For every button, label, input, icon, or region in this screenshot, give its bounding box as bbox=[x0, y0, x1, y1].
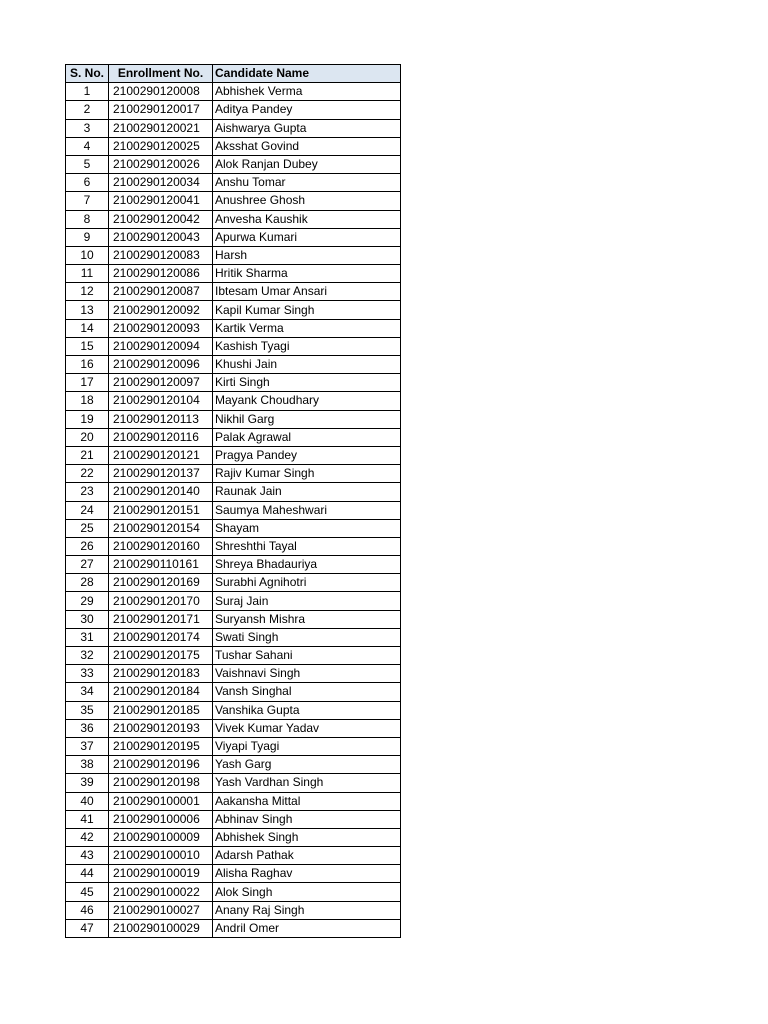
enrollment-number-cell: 2100290100019 bbox=[109, 865, 213, 883]
enrollment-number-cell: 2100290120092 bbox=[109, 301, 213, 319]
candidate-name-cell: Kapil Kumar Singh bbox=[213, 301, 401, 319]
enrollment-number-cell: 2100290120195 bbox=[109, 737, 213, 755]
enrollment-number-cell: 2100290120042 bbox=[109, 210, 213, 228]
enrollment-number-cell: 2100290120008 bbox=[109, 83, 213, 101]
serial-number-cell: 35 bbox=[66, 701, 109, 719]
candidate-name-cell: Vivek Kumar Yadav bbox=[213, 719, 401, 737]
candidate-name-cell: Anushree Ghosh bbox=[213, 192, 401, 210]
table-row bbox=[66, 174, 401, 192]
table-row bbox=[66, 647, 401, 665]
candidate-name-cell: Khushi Jain bbox=[213, 356, 401, 374]
candidate-name-cell: Viyapi Tyagi bbox=[213, 737, 401, 755]
candidate-name-cell: Shreshthi Tayal bbox=[213, 537, 401, 555]
table-row bbox=[66, 265, 401, 283]
candidate-name-cell: Saumya Maheshwari bbox=[213, 501, 401, 519]
serial-number-cell: 19 bbox=[66, 410, 109, 428]
table-row bbox=[66, 501, 401, 519]
enrollment-number-cell: 2100290120170 bbox=[109, 592, 213, 610]
serial-number-cell: 34 bbox=[66, 683, 109, 701]
serial-number-cell: 5 bbox=[66, 155, 109, 173]
serial-number-cell: 42 bbox=[66, 828, 109, 846]
candidate-name-cell: Alok Singh bbox=[213, 883, 401, 901]
table-row bbox=[66, 519, 401, 537]
serial-number-cell: 26 bbox=[66, 537, 109, 555]
candidate-name-cell: Aksshat Govind bbox=[213, 137, 401, 155]
table-row bbox=[66, 301, 401, 319]
candidate-name-cell: Abhinav Singh bbox=[213, 810, 401, 828]
enrollment-number-cell: 2100290120043 bbox=[109, 228, 213, 246]
serial-number-cell: 27 bbox=[66, 556, 109, 574]
table-row bbox=[66, 446, 401, 464]
serial-number-cell: 10 bbox=[66, 246, 109, 264]
candidate-name-cell: Apurwa Kumari bbox=[213, 228, 401, 246]
candidate-name-cell: Vansh Singhal bbox=[213, 683, 401, 701]
enrollment-number-cell: 2100290120151 bbox=[109, 501, 213, 519]
enrollment-number-cell: 2100290100006 bbox=[109, 810, 213, 828]
candidate-name-cell: Vaishnavi Singh bbox=[213, 665, 401, 683]
serial-number-cell: 16 bbox=[66, 356, 109, 374]
serial-number-cell: 44 bbox=[66, 865, 109, 883]
candidate-name-cell: Kartik Verma bbox=[213, 319, 401, 337]
enrollment-number-cell: 2100290120121 bbox=[109, 446, 213, 464]
serial-number-cell: 7 bbox=[66, 192, 109, 210]
serial-number-cell: 31 bbox=[66, 628, 109, 646]
candidate-name-cell: Abhishek Singh bbox=[213, 828, 401, 846]
serial-number-cell: 6 bbox=[66, 174, 109, 192]
candidate-name-cell: Anshu Tomar bbox=[213, 174, 401, 192]
table-row bbox=[66, 537, 401, 555]
candidate-name-cell: Aditya Pandey bbox=[213, 101, 401, 119]
enrollment-number-cell: 2100290120026 bbox=[109, 155, 213, 173]
candidate-name-cell: Pragya Pandey bbox=[213, 446, 401, 464]
table-row bbox=[66, 810, 401, 828]
enrollment-number-cell: 2100290120140 bbox=[109, 483, 213, 501]
enrollment-number-cell: 2100290120169 bbox=[109, 574, 213, 592]
candidate-name-cell: Aakansha Mittal bbox=[213, 792, 401, 810]
header-row bbox=[66, 65, 401, 83]
table-row bbox=[66, 228, 401, 246]
table-row bbox=[66, 410, 401, 428]
candidate-name-cell: Suraj Jain bbox=[213, 592, 401, 610]
serial-number-cell: 24 bbox=[66, 501, 109, 519]
enrollment-number-cell: 2100290120025 bbox=[109, 137, 213, 155]
serial-number-cell: 23 bbox=[66, 483, 109, 501]
enrollment-number-cell: 2100290100029 bbox=[109, 919, 213, 937]
serial-number-cell: 36 bbox=[66, 719, 109, 737]
serial-number-cell: 9 bbox=[66, 228, 109, 246]
candidate-name-cell: Aishwarya Gupta bbox=[213, 119, 401, 137]
table-row bbox=[66, 83, 401, 101]
table-row bbox=[66, 556, 401, 574]
table-row bbox=[66, 592, 401, 610]
table-row bbox=[66, 192, 401, 210]
table-row bbox=[66, 737, 401, 755]
table-row bbox=[66, 574, 401, 592]
table-body bbox=[66, 83, 401, 938]
enrollment-number-cell: 2100290100009 bbox=[109, 828, 213, 846]
enrollment-number-cell: 2100290120034 bbox=[109, 174, 213, 192]
enrollment-number-cell: 2100290120184 bbox=[109, 683, 213, 701]
enrollment-number-cell: 2100290120094 bbox=[109, 337, 213, 355]
table-row bbox=[66, 701, 401, 719]
enrollment-number-cell: 2100290120175 bbox=[109, 647, 213, 665]
table-row bbox=[66, 901, 401, 919]
enrollment-number-cell: 2100290120185 bbox=[109, 701, 213, 719]
candidate-name-cell: Suryansh Mishra bbox=[213, 610, 401, 628]
table-row bbox=[66, 610, 401, 628]
table-row bbox=[66, 319, 401, 337]
candidate-name-cell: Swati Singh bbox=[213, 628, 401, 646]
table-row bbox=[66, 374, 401, 392]
enrollment-number-cell: 2100290120041 bbox=[109, 192, 213, 210]
serial-number-cell: 41 bbox=[66, 810, 109, 828]
header-enrollment-number: Enrollment No. bbox=[109, 65, 213, 83]
enrollment-number-cell: 2100290120193 bbox=[109, 719, 213, 737]
table-row bbox=[66, 428, 401, 446]
enrollment-number-cell: 2100290120097 bbox=[109, 374, 213, 392]
serial-number-cell: 32 bbox=[66, 647, 109, 665]
serial-number-cell: 3 bbox=[66, 119, 109, 137]
candidate-table bbox=[65, 64, 401, 938]
enrollment-number-cell: 2100290120086 bbox=[109, 265, 213, 283]
table-row bbox=[66, 137, 401, 155]
candidate-name-cell: Andril Omer bbox=[213, 919, 401, 937]
table-row bbox=[66, 847, 401, 865]
candidate-name-cell: Palak Agrawal bbox=[213, 428, 401, 446]
table-row bbox=[66, 465, 401, 483]
candidate-name-cell: Ibtesam Umar Ansari bbox=[213, 283, 401, 301]
candidate-name-cell: Yash Vardhan Singh bbox=[213, 774, 401, 792]
table-row bbox=[66, 337, 401, 355]
candidate-name-cell: Alisha Raghav bbox=[213, 865, 401, 883]
enrollment-number-cell: 2100290120021 bbox=[109, 119, 213, 137]
serial-number-cell: 30 bbox=[66, 610, 109, 628]
candidate-name-cell: Shreya Bhadauriya bbox=[213, 556, 401, 574]
candidate-name-cell: Tushar Sahani bbox=[213, 647, 401, 665]
enrollment-number-cell: 2100290120137 bbox=[109, 465, 213, 483]
serial-number-cell: 14 bbox=[66, 319, 109, 337]
serial-number-cell: 47 bbox=[66, 919, 109, 937]
table-row bbox=[66, 628, 401, 646]
serial-number-cell: 29 bbox=[66, 592, 109, 610]
table-row bbox=[66, 283, 401, 301]
candidate-name-cell: Surabhi Agnihotri bbox=[213, 574, 401, 592]
table-row bbox=[66, 774, 401, 792]
serial-number-cell: 4 bbox=[66, 137, 109, 155]
table-row bbox=[66, 356, 401, 374]
candidate-name-cell: Anvesha Kaushik bbox=[213, 210, 401, 228]
candidate-name-cell: Anany Raj Singh bbox=[213, 901, 401, 919]
serial-number-cell: 2 bbox=[66, 101, 109, 119]
table-row bbox=[66, 665, 401, 683]
candidate-list-sheet bbox=[65, 64, 401, 938]
candidate-name-cell: Hritik Sharma bbox=[213, 265, 401, 283]
serial-number-cell: 43 bbox=[66, 847, 109, 865]
table-row bbox=[66, 101, 401, 119]
candidate-name-cell: Abhishek Verma bbox=[213, 83, 401, 101]
table-row bbox=[66, 246, 401, 264]
table-header bbox=[66, 65, 401, 83]
enrollment-number-cell: 2100290120083 bbox=[109, 246, 213, 264]
candidate-name-cell: Kashish Tyagi bbox=[213, 337, 401, 355]
candidate-name-cell: Vanshika Gupta bbox=[213, 701, 401, 719]
table-row bbox=[66, 210, 401, 228]
serial-number-cell: 33 bbox=[66, 665, 109, 683]
serial-number-cell: 12 bbox=[66, 283, 109, 301]
serial-number-cell: 46 bbox=[66, 901, 109, 919]
serial-number-cell: 37 bbox=[66, 737, 109, 755]
table-row bbox=[66, 719, 401, 737]
serial-number-cell: 39 bbox=[66, 774, 109, 792]
table-row bbox=[66, 865, 401, 883]
serial-number-cell: 22 bbox=[66, 465, 109, 483]
enrollment-number-cell: 2100290100022 bbox=[109, 883, 213, 901]
table-row bbox=[66, 756, 401, 774]
serial-number-cell: 45 bbox=[66, 883, 109, 901]
serial-number-cell: 17 bbox=[66, 374, 109, 392]
table-row bbox=[66, 883, 401, 901]
candidate-name-cell: Raunak Jain bbox=[213, 483, 401, 501]
enrollment-number-cell: 2100290120113 bbox=[109, 410, 213, 428]
serial-number-cell: 8 bbox=[66, 210, 109, 228]
table-row bbox=[66, 119, 401, 137]
table-row bbox=[66, 483, 401, 501]
table-row bbox=[66, 392, 401, 410]
table-row bbox=[66, 919, 401, 937]
candidate-name-cell: Yash Garg bbox=[213, 756, 401, 774]
enrollment-number-cell: 2100290120104 bbox=[109, 392, 213, 410]
enrollment-number-cell: 2100290100001 bbox=[109, 792, 213, 810]
serial-number-cell: 11 bbox=[66, 265, 109, 283]
enrollment-number-cell: 2100290110161 bbox=[109, 556, 213, 574]
table-row bbox=[66, 155, 401, 173]
serial-number-cell: 25 bbox=[66, 519, 109, 537]
header-serial-number: S. No. bbox=[66, 65, 109, 83]
serial-number-cell: 38 bbox=[66, 756, 109, 774]
candidate-name-cell: Harsh bbox=[213, 246, 401, 264]
serial-number-cell: 28 bbox=[66, 574, 109, 592]
serial-number-cell: 40 bbox=[66, 792, 109, 810]
table-row bbox=[66, 792, 401, 810]
header-candidate-name: Candidate Name bbox=[213, 65, 401, 83]
serial-number-cell: 1 bbox=[66, 83, 109, 101]
enrollment-number-cell: 2100290120196 bbox=[109, 756, 213, 774]
candidate-name-cell: Kirti Singh bbox=[213, 374, 401, 392]
enrollment-number-cell: 2100290120160 bbox=[109, 537, 213, 555]
enrollment-number-cell: 2100290120198 bbox=[109, 774, 213, 792]
candidate-name-cell: Shayam bbox=[213, 519, 401, 537]
candidate-name-cell: Mayank Choudhary bbox=[213, 392, 401, 410]
enrollment-number-cell: 2100290120096 bbox=[109, 356, 213, 374]
serial-number-cell: 13 bbox=[66, 301, 109, 319]
serial-number-cell: 15 bbox=[66, 337, 109, 355]
enrollment-number-cell: 2100290100010 bbox=[109, 847, 213, 865]
enrollment-number-cell: 2100290120116 bbox=[109, 428, 213, 446]
serial-number-cell: 18 bbox=[66, 392, 109, 410]
enrollment-number-cell: 2100290120171 bbox=[109, 610, 213, 628]
table-row bbox=[66, 828, 401, 846]
enrollment-number-cell: 2100290120087 bbox=[109, 283, 213, 301]
enrollment-number-cell: 2100290120183 bbox=[109, 665, 213, 683]
candidate-name-cell: Alok Ranjan Dubey bbox=[213, 155, 401, 173]
enrollment-number-cell: 2100290120174 bbox=[109, 628, 213, 646]
candidate-name-cell: Rajiv Kumar Singh bbox=[213, 465, 401, 483]
serial-number-cell: 20 bbox=[66, 428, 109, 446]
enrollment-number-cell: 2100290120154 bbox=[109, 519, 213, 537]
candidate-name-cell: Nikhil Garg bbox=[213, 410, 401, 428]
serial-number-cell: 21 bbox=[66, 446, 109, 464]
enrollment-number-cell: 2100290120093 bbox=[109, 319, 213, 337]
enrollment-number-cell: 2100290120017 bbox=[109, 101, 213, 119]
candidate-name-cell: Adarsh Pathak bbox=[213, 847, 401, 865]
table-row bbox=[66, 683, 401, 701]
enrollment-number-cell: 2100290100027 bbox=[109, 901, 213, 919]
